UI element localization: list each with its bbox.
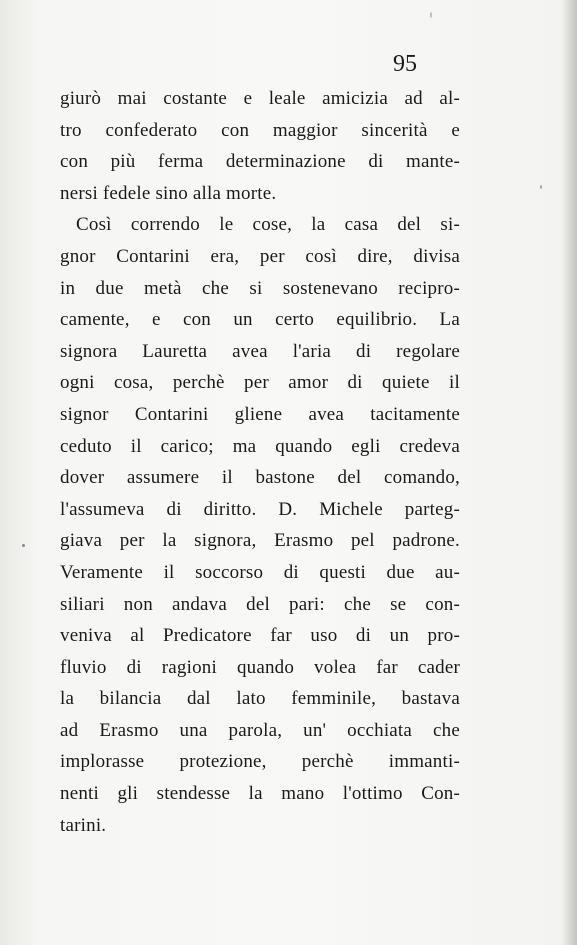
text-line: fluvio di ragioni quando volea far cader bbox=[60, 656, 460, 678]
paper-speck bbox=[430, 12, 432, 18]
page-number: 95 bbox=[393, 51, 417, 77]
text-line: camente, e con un certo equilibrio. La bbox=[60, 309, 460, 331]
text-line: in due metà che si sostenevano recipro- bbox=[60, 277, 460, 299]
text-line: nenti gli stendesse la mano l'ottimo Con- bbox=[60, 783, 460, 805]
text-line: ogni cosa, perchè per amor di quiete il bbox=[60, 372, 460, 394]
text-line: signor Contarini gliene avea tacitamente bbox=[60, 403, 460, 425]
text-line: Veramente il soccorso di questi due au- bbox=[60, 561, 460, 583]
text-line: ad Erasmo una parola, un' occhiata che bbox=[60, 719, 460, 741]
text-line: veniva al Predicatore far uso di un pro- bbox=[60, 625, 460, 647]
page-edge-shadow bbox=[563, 0, 577, 945]
text-line: tarini. bbox=[60, 814, 107, 836]
text-line: tro confederato con maggior sincerità e bbox=[60, 119, 460, 141]
text-line: nersi fedele sino alla morte. bbox=[60, 182, 277, 204]
text-line: signora Lauretta avea l'aria di regolare bbox=[60, 340, 460, 362]
text-line: ceduto il carico; ma quando egli credeva bbox=[60, 435, 460, 457]
text-line: gnor Contarini era, per così dire, divisa bbox=[60, 245, 460, 267]
text-line: l'assumeva di diritto. D. Michele parteg- bbox=[60, 498, 460, 520]
text-line: implorasse protezione, perchè immanti- bbox=[60, 751, 460, 773]
text-line: giurò mai costante e leale amicizia ad al- bbox=[60, 88, 460, 109]
text-line: con più ferma determinazione di mante- bbox=[60, 151, 460, 173]
text-line: siliari non andava del pari: che se con- bbox=[60, 593, 460, 615]
text-line: Così correndo le cose, la casa del si- bbox=[76, 214, 460, 236]
paper-speck bbox=[22, 544, 25, 547]
text-line: la bilancia dal lato femminile, bastava bbox=[60, 688, 460, 710]
paper-speck bbox=[540, 185, 542, 189]
body-text bbox=[60, 83, 460, 841]
text-line: giava per la signora, Erasmo pel padrone. bbox=[60, 530, 460, 552]
text-line: dover assumere il bastone del comando, bbox=[60, 467, 460, 489]
